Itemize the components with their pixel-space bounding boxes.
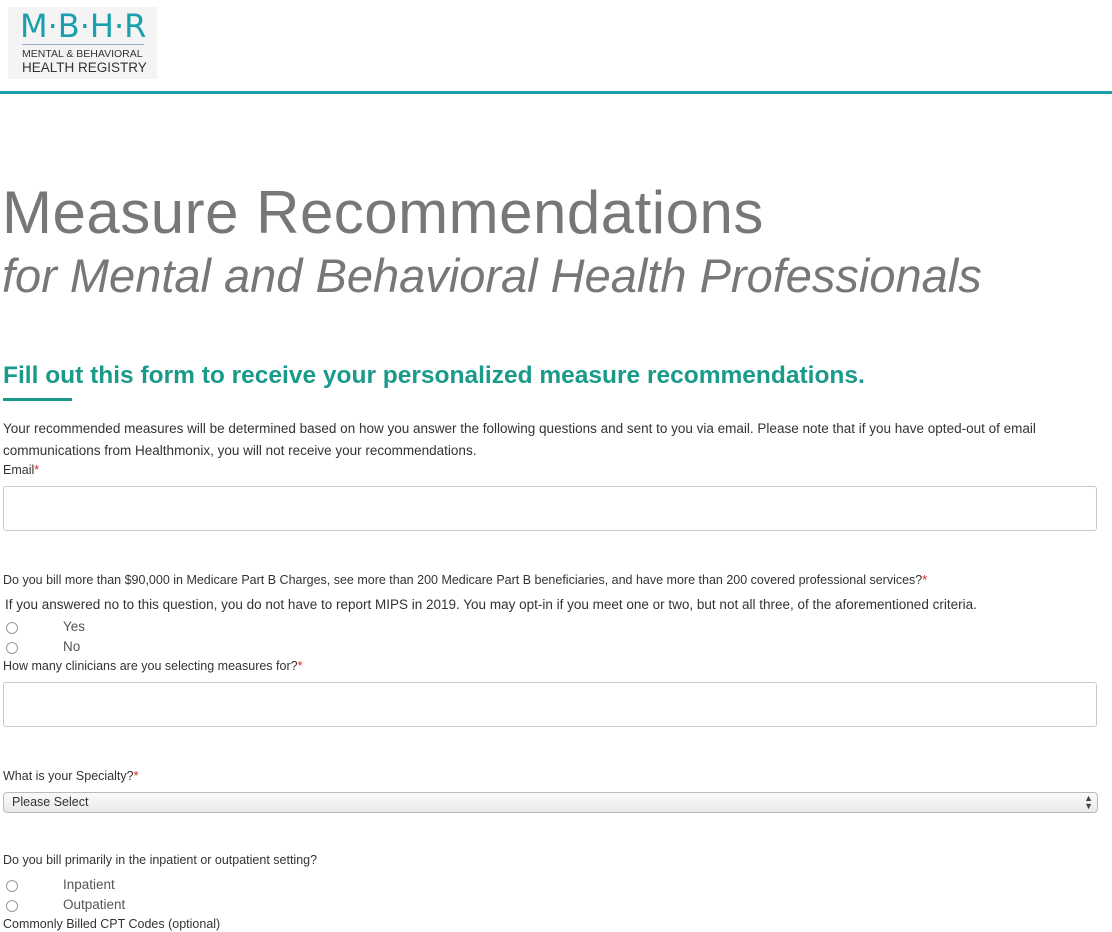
radio-button[interactable]	[6, 880, 18, 892]
radio-label[interactable]: Inpatient	[63, 877, 115, 892]
logo-line-1: MENTAL & BEHAVIORAL	[22, 48, 143, 60]
radio-button[interactable]	[6, 622, 18, 634]
mbhr-logo[interactable]	[8, 7, 157, 79]
page-title: Measure Recommendations	[2, 179, 764, 246]
setting-question-label: Do you bill primarily in the inpatient or outpatient setting?	[3, 853, 318, 867]
radio-button[interactable]	[6, 642, 18, 654]
radio-label[interactable]: No	[63, 639, 81, 654]
heading-underline	[3, 398, 72, 401]
email-input[interactable]	[3, 486, 1097, 531]
select-arrows-icon: ▲ ▼	[1084, 793, 1093, 811]
cpt-codes-label: Commonly Billed CPT Codes (optional)	[3, 917, 221, 931]
medicare-note: If you answered no to this question, you do not have to report MIPS in 2019. You may opt-in if you meet one or two, but not all three, of the aforementioned criteria.	[5, 597, 977, 612]
specialty-selected-value: Please Select	[12, 795, 89, 809]
required-marker: *	[297, 659, 303, 673]
form-heading: Fill out this form to receive your personalized measure recommendations.	[3, 362, 865, 389]
clinicians-input[interactable]	[3, 682, 1097, 727]
required-marker: *	[34, 463, 40, 477]
medicare-question-label: Do you bill more than $90,000 in Medicare Part B Charges, see more than 200 Medicare Part B beneficiaries, and have more than 200 covered professional services?*	[3, 573, 928, 587]
required-marker: *	[922, 573, 928, 587]
logo-divider	[22, 44, 144, 45]
logo-mark: M·B·H·R	[20, 7, 147, 45]
clinicians-label: How many clinicians are you selecting measures for?*	[3, 659, 303, 673]
specialty-select[interactable]	[3, 792, 1098, 813]
required-marker: *	[133, 769, 139, 783]
site-header	[0, 0, 1112, 94]
radio-label[interactable]: Yes	[63, 619, 86, 634]
radio-button[interactable]	[6, 900, 18, 912]
email-label: Email*	[3, 463, 40, 477]
logo-line-2: HEALTH REGISTRY	[22, 60, 147, 75]
page-subtitle: for Mental and Behavioral Health Professionals	[2, 249, 982, 302]
specialty-label: What is your Specialty?*	[3, 769, 139, 783]
form-intro: Your recommended measures will be determined based on how you answer the following questions and sent to you via email. Please note that if you have opted-out of email communications from Healthmonix, you will not receive your recommendations.	[3, 421, 1036, 458]
radio-label[interactable]: Outpatient	[63, 897, 126, 912]
